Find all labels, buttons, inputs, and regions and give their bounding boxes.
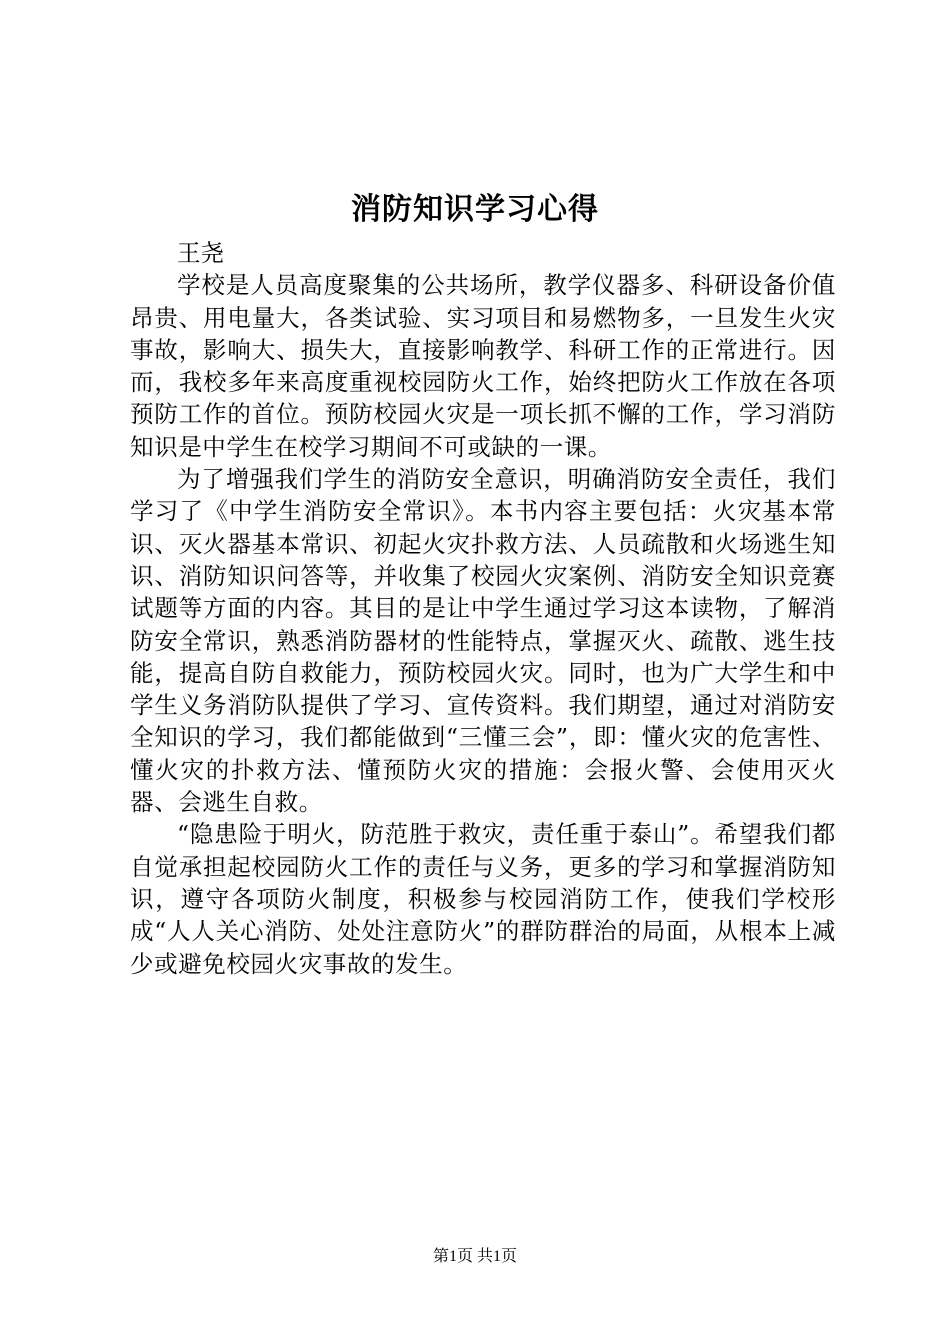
page-footer: 第1页 共1页 <box>432 1248 517 1265</box>
document-body <box>130 237 836 980</box>
author-name: 王尧 <box>177 239 224 267</box>
paragraph-2: 为了增强我们学生的消防安全意识，明确消防安全责任，我们学习了《中学生消防安全常识》。本书内容主要包括：火灾基本常识、灭火器基本常识、初起火灾扑救方法、人员疏散和火场逃生知识、消防知识问答等，并收集了校园火灾案例、消防安全知识竞赛试题等方面的内容。其目的是让中学生通过学习这本读物，了解消防安全常识，熟悉消防器材的性能特点，掌握灭火、疏散、逃生技能，提高自防自救能力，预防校园火灾。同时，也为广大学生和中学生义务消防队提供了学习、宣传资料。我们期望，通过对消防安全知识的学习，我们都能做到“三懂三会”，即：懂火灾的危害性、懂火灾的扑救方法、懂预防火灾的措施：会报火警、会使用灭火器、会逃生自救。 <box>130 465 836 817</box>
paragraph-3: “隐患险于明火，防范胜于救灾，责任重于泰山”。希望我们都自觉承担起校园防火工作的责任与义务，更多的学习和掌握消防知识，遵守各项防火制度，积极参与校园消防工作，使我们学校形成“人人关心消防、处处注意防火”的群防群治的局面，从根本上减少或避免校园火灾事故的发生。 <box>130 820 836 978</box>
document-title: 消防知识学习心得 <box>351 192 599 227</box>
paragraph-1: 学校是人员高度聚集的公共场所，教学仪器多、科研设备价值昂贵、用电量大，各类试验、实习项目和易燃物多，一旦发生火灾事故，影响大、损失大，直接影响教学、科研工作的正常进行。因而，我校多年来高度重视校园防火工作，始终把防火工作放在各项预防工作的首位。预防校园火灾是一项长抓不懈的工作，学习消防知识是中学生在校学习期间不可或缺的一课。 <box>130 271 836 461</box>
